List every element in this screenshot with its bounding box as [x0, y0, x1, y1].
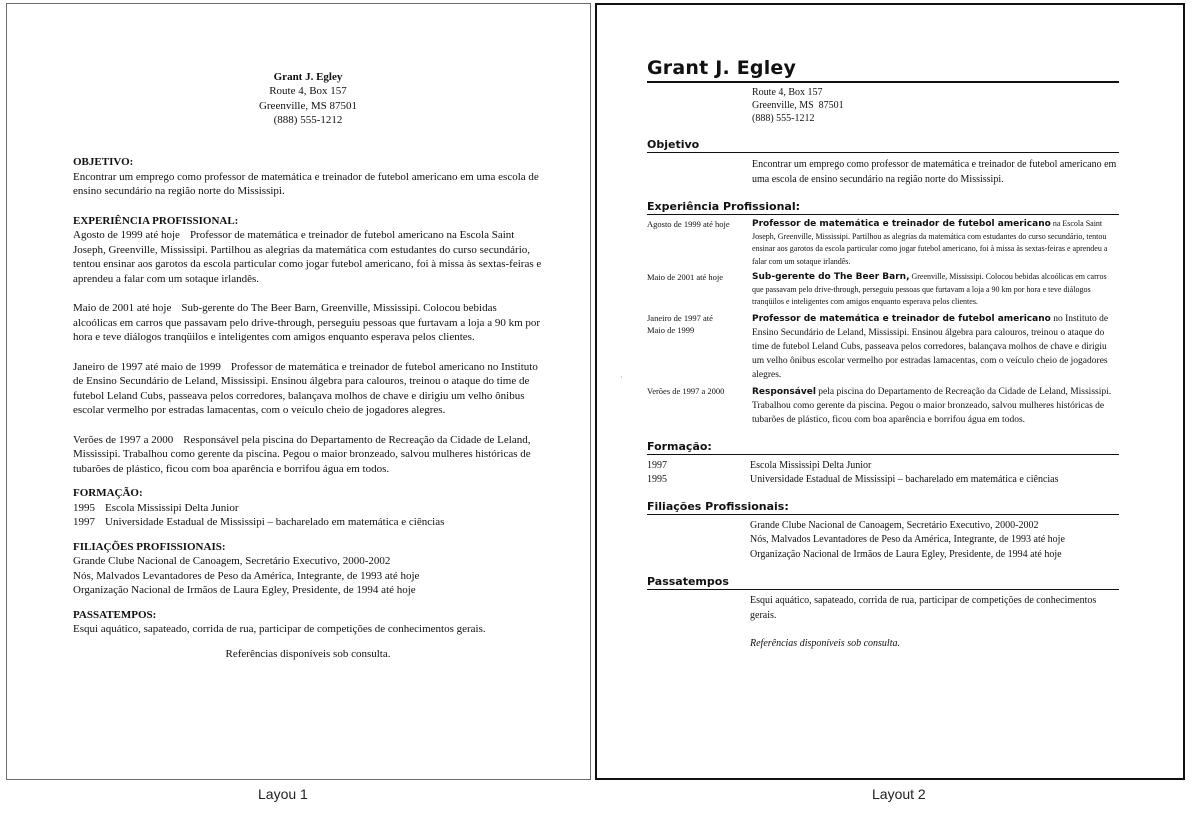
- resume-2-education-year: 1995: [647, 473, 667, 485]
- resume-2-phone: (888) 555-1212: [752, 112, 815, 124]
- resume-2-job-date: Agosto de 1999 até hoje: [647, 219, 730, 230]
- resume-2-job: [647, 312, 1119, 382]
- resume-2-affiliations-heading: Filiações Profissionais:: [647, 499, 789, 513]
- resume-2-education-year: 1997: [647, 459, 667, 471]
- layout-2-caption: Layout 2: [872, 786, 926, 802]
- resume-2-job-title: Professor de matemática e treinador de futebol americano: [752, 219, 1051, 230]
- resume-1-job-text: Sub-gerente do The Beer Barn, Greenville, Mississipi. Colocou bebidas alcoólicas em carros que passavam pelo drive-through, perseguiu pessoas que furtavam a loja a 90 km por hora e teve diálogos tranqüilos e inteligentes com amigos enquanto esperava pelos clientes.: [73, 302, 541, 344]
- resume-2-objective-text: Encontrar um emprego como professor de matemática e treinador de futebol americano em uma escola de ensino secundário na região norte do Mississipi.: [752, 159, 1117, 186]
- resume-2-job: [647, 271, 1119, 309]
- resume-1-job-date: Verões de 1997 a 2000: [73, 433, 174, 446]
- resume-2-job-text: pela piscina do Departamento de Recreação da Cidade de Leland, Mississipi. Trabalhou como gerente da piscina. Pegou o maior bronzeado, salvou mulheres históricas de tubarões de plástico, ficou com boa aparência e borrifou água em todos.: [752, 386, 1112, 425]
- resume-1-education-text: Escola Mississipi Delta Junior: [105, 501, 239, 514]
- resume-2-job-title: Sub-gerente do The Beer Barn,: [752, 272, 910, 283]
- resume-1-hobbies-heading: PASSATEMPOS:: [73, 608, 157, 621]
- resume-layout-2: [595, 3, 1185, 780]
- resume-2-hobbies-heading: Passatempos: [647, 575, 729, 589]
- resume-1-job-text: Professor de matemática e treinador de futebol americano na Escola Saint Joseph, Greenville, Mississipi. Partilhou as alegrias da matemática com estudantes do curso secundário, tentou ensinar aos garotos da escola particular como jogar futebol americano, foi à missa às sextas-feiras e aprendeu a falar com um sotaque irlandês.: [73, 229, 542, 285]
- resume-2-job-date: Janeiro de 1997 até Maio de 1999: [647, 312, 713, 335]
- resume-1-education-text: Universidade Estadual de Mississipi – bacharelado em matemática e ciências: [105, 516, 445, 529]
- resume-1-education-year: 1995: [73, 501, 95, 514]
- resume-2-address-line-1: Route 4, Box 157: [752, 87, 823, 98]
- resume-1-job-date: Agosto de 1999 até hoje: [73, 229, 180, 242]
- resume-1-objective-text: Encontrar um emprego como professor de matemática e treinador de futebol americano em uma escola de ensino secundário na região norte do Mississipi.: [73, 170, 539, 198]
- resume-1-education-item: [73, 501, 543, 516]
- resume-1-address-line-2: Greenville, MS 87501: [258, 99, 358, 112]
- resume-2-experience-heading: Experiência Profissional:: [647, 200, 801, 214]
- resume-2-education-text: Escola Mississipi Delta Junior: [750, 459, 872, 471]
- resume-1-affiliation: Nós, Malvados Levantadores de Peso da América, Integrante, de 1993 até hoje: [73, 569, 420, 582]
- resume-2-name: Grant J. Egley: [647, 57, 797, 79]
- resume-1-header: [73, 70, 543, 127]
- resume-1-job-text: Responsável pela piscina do Departamento de Recreação da Cidade de Leland, Mississipi. Trabalhou como gerente da piscina. Pegou o maior bronzeado, salvou mulheres históricas de tubarões de plástico, ficou com boa aparência e borrifou água em todos.: [73, 433, 531, 475]
- resume-1-name: Grant J. Egley: [273, 71, 343, 83]
- resume-1-affiliation: Grande Clube Nacional de Canoagem, Secretário Executivo, 2000-2002: [73, 555, 391, 568]
- resume-1-phone: (888) 555-1212: [273, 113, 343, 126]
- resume-1-job: [73, 228, 543, 286]
- resume-1-affiliations-heading: FILIAÇÕES PROFISSIONAIS:: [73, 540, 226, 553]
- resume-1-education-heading: FORMAÇÃO:: [73, 487, 143, 500]
- resume-2-job-text: Greenville, Mississipi. Colocou bebidas alcoólicas em carros que passavam pelo drive-through, perseguiu pessoas que furtavam a loja a 90 km por hora e teve diálogos tranqüilos e inteligentes com amigos enquanto esperava pelos clientes.: [752, 272, 1107, 307]
- resume-2-address: [752, 83, 1119, 125]
- resume-1-job: [73, 360, 543, 418]
- resume-1-job: [73, 301, 543, 345]
- resume-1-address-line-1: Route 4, Box 157: [269, 85, 347, 98]
- resume-2-job-text: na Escola Saint Joseph, Greenville, Mississipi. Partilhou as alegrias da matemática com estudantes do curso secundário, tentou ensinar aos garotos da escola particular como jogar futebol americano, foi à missa às sextas-feiras e aprendeu a falar com um sotaque irlandês.: [752, 219, 1108, 266]
- resume-2-hobbies-text: Esqui aquático, sapateado, corrida de rua, participar de competições de conhecimentos gerais.: [750, 595, 1097, 621]
- resume-1-job-date: Janeiro de 1997 até maio de 1999: [73, 360, 221, 373]
- resume-layout-1: [6, 3, 591, 780]
- resume-2-job-title: Responsável: [752, 386, 816, 397]
- resume-1-affiliation: Organização Nacional de Irmãos de Laura Egley, Presidente, de 1994 até hoje: [73, 584, 416, 597]
- resume-1-job-date: Maio de 2001 até hoje: [73, 302, 172, 315]
- resume-2-affiliation: Nós, Malvados Levantadores de Peso da América, Integrante, de 1993 até hoje: [750, 534, 1065, 546]
- resume-2-education-item: [647, 473, 1119, 487]
- resume-2-affiliation: Organização Nacional de Irmãos de Laura Egley, Presidente, de 1994 até hoje: [750, 548, 1062, 560]
- resume-2-job-text: no Instituto de Ensino Secundário de Leland, Mississipi. Ensinou álgebra para calouros, treinou o ataque do time de futebol Leland Cubs, passeava pelos corredores, balançava molhos de chave e dirigiu um velho ônibus escolar vermelho por estradas lamacentas, com o veículo cheio de jogadores alegres.: [752, 313, 1109, 380]
- resume-1-experience-heading: EXPERIÊNCIA PROFISSIONAL:: [73, 214, 239, 227]
- resume-2-job-date: Verões de 1997 a 2000: [647, 385, 725, 396]
- resume-2-body: [620, 55, 1119, 651]
- layout-1-caption: Layou 1: [258, 786, 308, 802]
- resume-1-education-item: [73, 515, 543, 530]
- scan-mark: ·: [620, 373, 623, 382]
- resume-1-references: Referências disponíveis sob consulta.: [225, 647, 391, 660]
- resume-2-address-line-2: Greenville, MS 87501: [752, 99, 844, 111]
- resume-2-education-text: Universidade Estadual de Mississipi – bacharelado em matemática e ciências: [750, 473, 1059, 485]
- resume-1-education-year: 1997: [73, 516, 95, 529]
- resume-2-education-heading: Formação:: [647, 439, 712, 453]
- resume-1-job: [73, 433, 543, 477]
- resume-2-education-item: [647, 459, 1119, 473]
- resume-2-affiliations: [750, 515, 1119, 563]
- resume-2-job: [647, 218, 1119, 268]
- resume-2-job-date: Maio de 2001 até hoje: [647, 272, 724, 283]
- resume-2-affiliation: Grande Clube Nacional de Canoagem, Secretário Executivo, 2000-2002: [750, 519, 1039, 531]
- resume-1-job-text: Professor de matemática e treinador de futebol americano no Instituto de Ensino Secundário de Leland, Mississipi. Ensinou álgebra para calouros, treinou o ataque do time de futebol Leland Cubs, passeava pelos corredores, balançava molhos de chave e dirigiu um velho ônibus escolar vermelho por estradas lamacentas, com o veículo cheio de jogadores alegres.: [73, 360, 538, 417]
- section-rule: [647, 214, 1119, 215]
- resume-1-objective-heading: OBJETIVO:: [73, 156, 134, 169]
- resume-1-body: [73, 70, 543, 661]
- resume-2-job: [647, 385, 1119, 427]
- resume-2-objective-heading: Objetivo: [647, 138, 700, 152]
- resume-2-job-title: Professor de matemática e treinador de futebol americano: [752, 313, 1051, 324]
- resume-2-references: Referências disponíveis sob consulta.: [750, 638, 900, 650]
- resume-1-hobbies-text: Esqui aquático, sapateado, corrida de rua, participar de competições de conhecimentos gerais.: [73, 623, 486, 636]
